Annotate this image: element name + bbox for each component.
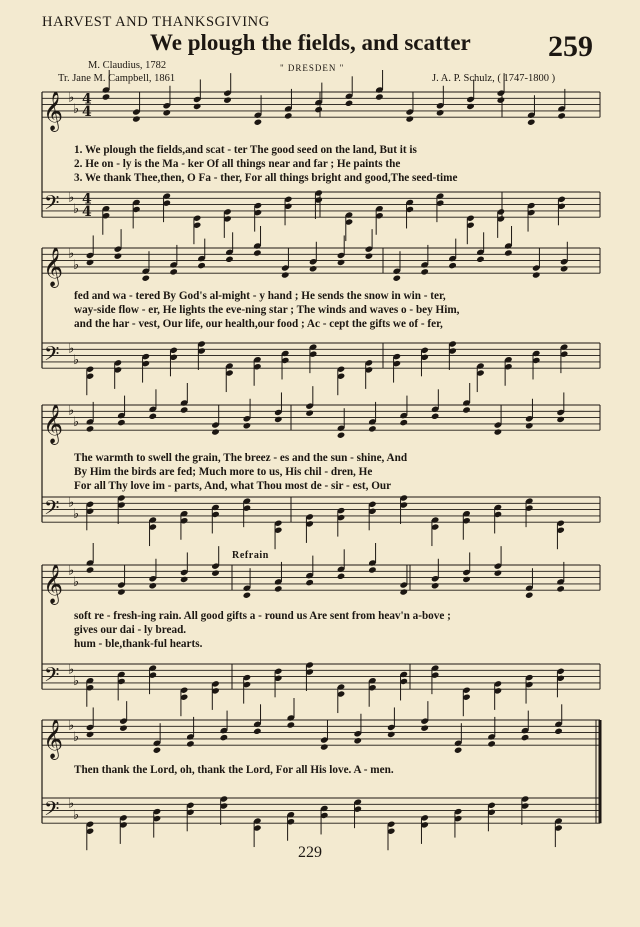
time-signature: 4 [82, 91, 92, 108]
note-head [557, 112, 566, 119]
flat-icon: ♭ [68, 563, 75, 579]
note-head [525, 592, 534, 599]
note-head [527, 119, 536, 126]
note-head [180, 406, 189, 413]
note-head [554, 728, 563, 735]
note-head [186, 740, 195, 747]
note-head [466, 103, 475, 110]
note-head [169, 268, 178, 275]
time-signature: 4 [82, 191, 92, 208]
flat-icon: ♭ [68, 190, 75, 206]
flat-icon: ♭ [73, 101, 80, 117]
note-head [86, 731, 95, 738]
note-head [337, 573, 346, 580]
tune-name: " DRESDEN " [280, 63, 345, 73]
flat-icon: ♭ [68, 495, 75, 511]
note-head [148, 413, 157, 420]
bass-clef-icon: 𝄢 [44, 495, 60, 524]
note-head [281, 271, 290, 278]
note-head [487, 740, 496, 747]
note-head [320, 743, 329, 750]
time-signature: 4 [82, 104, 92, 121]
lyric-line: 3. We thank Thee,then, O Fa - ther, For all things bright and good,The seed-time [74, 172, 458, 184]
flat-icon: ♭ [68, 90, 75, 106]
note-head [353, 737, 362, 744]
treble-clef-icon: 𝄞 [43, 564, 64, 605]
bass-clef-icon: 𝄢 [44, 341, 60, 370]
flat-icon: ♭ [68, 246, 75, 262]
note-head [405, 115, 414, 122]
note-head [420, 268, 429, 275]
note-head [556, 416, 565, 423]
bass-clef-icon: 𝄢 [44, 190, 60, 219]
note-head [462, 576, 471, 583]
hymn-number: 259 [548, 30, 593, 63]
note-head [305, 409, 314, 416]
translator-credit: Tr. Jane M. Campbell, 1861 [58, 73, 176, 84]
note-head [220, 734, 229, 741]
note-head [142, 275, 151, 282]
flat-icon: ♭ [73, 673, 80, 689]
lyric-line: soft re - fresh-ing rain. All good gifts a - round us Are sent from heav'n a-bove ; [74, 610, 451, 622]
note-head [532, 271, 541, 278]
flat-icon: ♭ [73, 729, 80, 745]
composer-credit: J. A. P. Schulz, ( 1747-1800 ) [432, 73, 556, 84]
flat-icon: ♭ [68, 403, 75, 419]
lyric-line: gives our dai - ly bread. [74, 624, 187, 636]
note-head [254, 119, 263, 126]
note-head [132, 115, 141, 122]
note-head [114, 252, 123, 259]
note-head [211, 569, 220, 576]
note-head [420, 724, 429, 731]
note-head [399, 419, 408, 426]
lyric-line: By Him the birds are fed; Much more to us, His chil - dren, He [74, 466, 373, 478]
note-head [119, 724, 128, 731]
treble-clef-icon: 𝄞 [43, 91, 64, 132]
note-head [314, 106, 323, 113]
note-head [305, 579, 314, 586]
note-head [521, 734, 530, 741]
note-head [431, 582, 440, 589]
note-head [494, 428, 503, 435]
page-number: 229 [298, 844, 322, 861]
note-head [504, 249, 513, 256]
lyric-line: 1. We plough the fields,and scat - ter The good seed on the land, But it is [74, 144, 417, 156]
note-head [274, 416, 283, 423]
flat-icon: ♭ [68, 662, 75, 678]
treble-clef-icon: 𝄞 [43, 247, 64, 288]
lyric-line: fed and wa - tered By God's al-might - y hand ; He sends the snow in win - ter, [74, 290, 446, 302]
note-head [287, 721, 296, 728]
note-head [476, 256, 485, 263]
note-head [102, 93, 111, 100]
note-head [243, 422, 252, 429]
note-head [284, 112, 293, 119]
note-head [337, 432, 346, 439]
note-head [309, 265, 318, 272]
note-head [494, 569, 503, 576]
note-head [153, 747, 162, 754]
note-head [368, 566, 377, 573]
flat-icon: ♭ [73, 201, 80, 217]
flat-icon: ♭ [73, 352, 80, 368]
note-head [211, 428, 220, 435]
note-head [497, 96, 506, 103]
note-head [345, 100, 354, 107]
note-head [225, 256, 234, 263]
note-head [431, 413, 440, 420]
lyric-line: and the har - vest, Our life, our health,our food ; Ac - cept the gifts we of - fer, [74, 318, 443, 330]
note-head [454, 747, 463, 754]
note-head [560, 265, 569, 272]
note-head [274, 585, 283, 592]
flat-icon: ♭ [68, 718, 75, 734]
flat-icon: ♭ [68, 341, 75, 357]
lyric-line: The warmth to swell the grain, The breez - es and the sun - shine, And [74, 452, 408, 464]
flat-icon: ♭ [73, 414, 80, 430]
note-head [193, 103, 202, 110]
note-head [223, 96, 232, 103]
note-head [117, 419, 126, 426]
note-head [243, 592, 252, 599]
lyric-line: Then thank the Lord, oh, thank the Lord, For all His love. A - men. [74, 764, 394, 776]
note-head [448, 262, 457, 269]
lyric-line: For all Thy love im - parts, And, what Thou most de - sir - est, Our [74, 480, 392, 492]
note-head [180, 576, 189, 583]
note-head [117, 588, 126, 595]
note-head [148, 582, 157, 589]
lyric-line: way-side flow - er, He lights the eve-ning star ; The winds and waves o - bey Him, [74, 304, 460, 316]
bass-clef-icon: 𝄢 [44, 796, 60, 825]
note-head [387, 731, 396, 738]
flat-icon: ♭ [73, 807, 80, 823]
section-title: HARVEST AND THANKSGIVING [42, 14, 270, 30]
treble-clef-icon: 𝄞 [43, 404, 64, 445]
note-head [525, 422, 534, 429]
note-head [393, 275, 402, 282]
refrain-label: Refrain [232, 550, 269, 561]
note-head [337, 259, 346, 266]
note-head [436, 109, 445, 116]
hymn-title: We plough the fields, and scatter [150, 30, 471, 55]
author-credit: M. Claudius, 1782 [88, 60, 167, 71]
note-head [86, 566, 95, 573]
flat-icon: ♭ [73, 506, 80, 522]
note-head [197, 262, 206, 269]
note-head [253, 249, 262, 256]
note-head [162, 109, 171, 116]
note-head [462, 406, 471, 413]
flat-icon: ♭ [68, 796, 75, 812]
treble-clef-icon: 𝄞 [43, 719, 64, 760]
lyric-line: 2. He on - ly is the Ma - ker Of all things near and far ; He paints the [74, 158, 401, 170]
note-head [368, 425, 377, 432]
note-head [86, 425, 95, 432]
note-head [556, 585, 565, 592]
note-head [86, 259, 95, 266]
lyric-line: hum - ble,thank-ful hearts. [74, 638, 203, 650]
flat-icon: ♭ [73, 574, 80, 590]
note-head [365, 252, 374, 259]
note-head [253, 728, 262, 735]
time-signature: 4 [82, 204, 92, 221]
flat-icon: ♭ [73, 257, 80, 273]
note-head [375, 93, 384, 100]
note-head [399, 588, 408, 595]
bass-clef-icon: 𝄢 [44, 662, 60, 691]
